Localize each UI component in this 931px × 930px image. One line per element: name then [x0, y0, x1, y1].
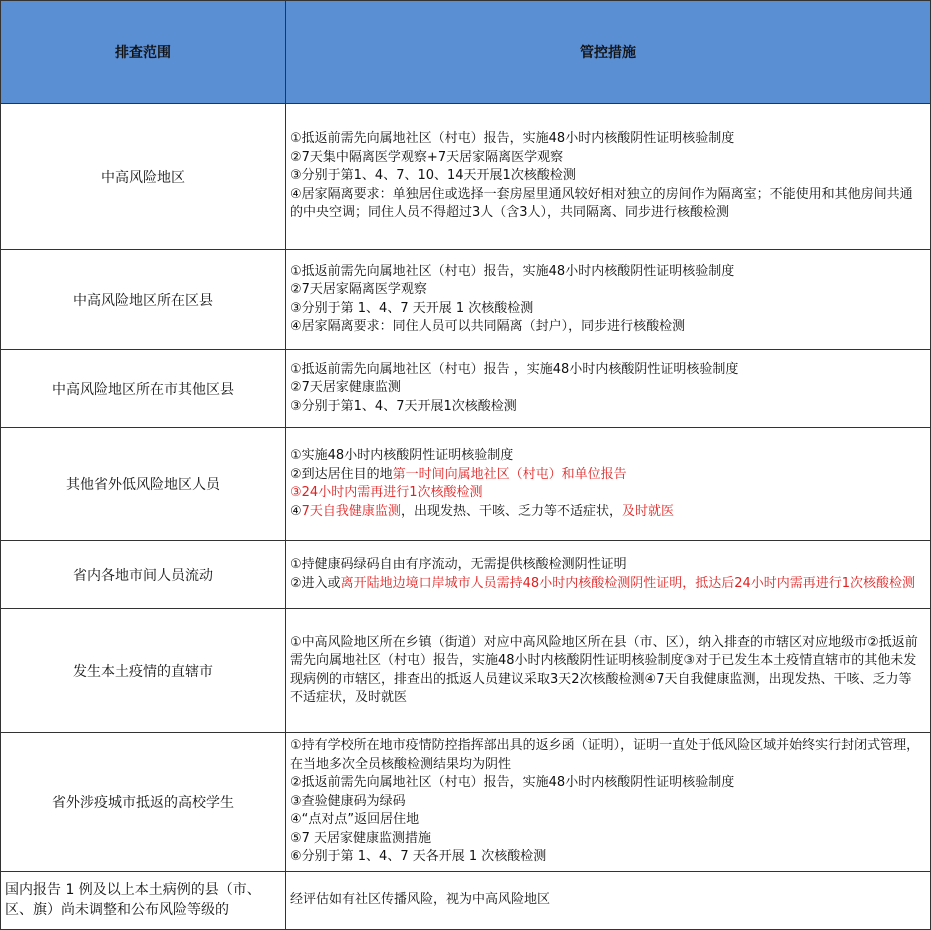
- measure-text: ①实施48小时内核酸阴性证明核验制度: [290, 448, 514, 463]
- measure-line: [290, 186, 924, 223]
- highlighted-text: 及时就医: [621, 503, 674, 519]
- measure-line: [290, 774, 924, 793]
- measure-text: ①抵返前需先向属地社区（村屯）报告，实施48小时内核酸阴性证明核验制度: [290, 263, 735, 279]
- measure-line: [290, 130, 924, 149]
- measure-line: [290, 466, 924, 485]
- measure-line: [290, 281, 924, 300]
- measures-cell: [286, 541, 931, 609]
- highlighted-text: ③24小时内需再进行1次核酸检测: [290, 485, 483, 500]
- scope-cell: 国内报告 1 例及以上本土病例的县（市、区、旗）尚未调整和公布风险等级的: [1, 871, 286, 929]
- measure-text: ②到达居住目的地: [290, 466, 393, 482]
- scope-cell: 中高风险地区所在区县: [1, 250, 286, 350]
- measure-line: [290, 318, 924, 337]
- measures-cell: [286, 609, 931, 733]
- measures-cell: [286, 428, 931, 541]
- measure-line: [290, 830, 924, 849]
- scope-cell: 省外涉疫城市抵返的高校学生: [1, 733, 286, 872]
- table-row: [1, 428, 931, 541]
- measure-text: ，出现发热、干咳、乏力等不适症状，: [400, 503, 622, 519]
- measure-line: [290, 503, 924, 522]
- measure-text: ②7天集中隔离医学观察+7天居家隔离医学观察: [290, 149, 564, 165]
- measure-line: [290, 149, 924, 168]
- measure-text: ④“点对点”返回居住地: [290, 812, 420, 827]
- measure-line: [290, 891, 924, 910]
- measure-line: [290, 167, 924, 186]
- measure-text: ③分别于第1、4、7、10、14天开展1次核酸检测: [290, 168, 576, 184]
- measure-text: ②7天居家隔离医学观察: [290, 282, 427, 297]
- measures-cell: [286, 104, 931, 250]
- measure-line: [290, 300, 924, 319]
- measure-line: [290, 263, 924, 282]
- measure-text: ④居家隔离要求：单独居住或选择一套房屋里通风较好相对独立的房间作为隔离室；不能使用和其他房间共通的中央空调；同住人员不得超过3人（含3人），共同隔离、同步进行核酸检测: [290, 186, 913, 221]
- measures-cell: [286, 733, 931, 872]
- measure-line: [290, 811, 924, 830]
- highlighted-text: 离开陆地边境口岸城市人员需持48小时内核酸检测阴性证明，抵达后24小时内需再进行1次核酸检测: [340, 575, 916, 591]
- scope-cell: 其他省外低风险地区人员: [1, 428, 286, 541]
- measure-line: [290, 447, 924, 466]
- measure-text: ⑤7 天居家健康监测措施: [290, 830, 432, 846]
- header-scope: 排查范围: [1, 1, 286, 104]
- table-body: [1, 104, 931, 930]
- measure-line: [290, 484, 924, 503]
- measure-text: 经评估如有社区传播风险，视为中高风险地区: [290, 891, 551, 907]
- measure-text: ①抵返前需先向属地社区（村屯）报告，实施48小时内核酸阴性证明核验制度: [290, 131, 735, 147]
- measure-line: [290, 848, 924, 867]
- header-measures: 管控措施: [286, 1, 931, 104]
- measure-text: ①抵返前需先向属地社区（村屯）报告 ，实施48小时内核酸阴性证明核验制度: [290, 361, 739, 377]
- measure-text: ④: [290, 503, 302, 519]
- measure-text: ②7天居家健康监测: [290, 380, 401, 396]
- measures-cell: [286, 871, 931, 929]
- measure-text: ①持有学校所在地市疫情防控指挥部出具的返乡函（证明），证明一直处于低风险区域并始终实行封闭式管理，在当地多次全员核酸检测结果均为阴性: [290, 738, 920, 772]
- measure-text: ②抵返前需先向属地社区（村屯）报告，实施48小时内核酸阴性证明核验制度: [290, 775, 735, 790]
- table-row: [1, 733, 931, 872]
- measure-text: ④居家隔离要求：同住人员可以共同隔离（封户），同步进行核酸检测: [290, 319, 686, 334]
- table-row: [1, 871, 931, 929]
- measures-cell: [286, 250, 931, 350]
- measure-line: [290, 737, 924, 774]
- scope-cell: 中高风险地区: [1, 104, 286, 250]
- header-row: [1, 1, 931, 104]
- table-row: [1, 541, 931, 609]
- measure-text: ③查验健康码为绿码: [290, 793, 406, 809]
- table-row: [1, 350, 931, 428]
- measure-line: [290, 634, 924, 708]
- table-row: [1, 104, 931, 250]
- measure-line: [290, 575, 924, 594]
- measure-text: ③分别于第 1、4、7 天开展 1 次核酸检测: [290, 300, 534, 316]
- measure-line: [290, 793, 924, 812]
- scope-cell: 中高风险地区所在市其他区县: [1, 350, 286, 428]
- highlighted-text: 第一时间向属地社区（村屯）和单位报告: [392, 466, 627, 482]
- measure-line: [290, 398, 924, 417]
- measure-text: ⑥分别于第 1、4、7 天各开展 1 次核酸检测: [290, 849, 547, 864]
- scope-cell: 发生本土疫情的直辖市: [1, 609, 286, 733]
- measure-text: ③分别于第1、4、7天开展1次核酸检测: [290, 398, 517, 414]
- measure-line: [290, 361, 924, 380]
- highlighted-text: 7天自我健康监测: [301, 503, 401, 519]
- measures-cell: [286, 350, 931, 428]
- measure-text: ①持健康码绿码自由有序流动，无需提供核酸检测阴性证明: [290, 557, 627, 572]
- measure-text: ①中高风险地区所在乡镇（街道）对应中高风险地区所在县（市、区），纳入排查的市辖区对应地级市②抵返前需先向属地社区（村屯）报告，实施48小时内核酸阴性证明核验制度③对于已发生本土疫情直辖市的其他未发现病例的市辖区，排查出的抵返人员建议采取3天2次核酸检测④7天自我健康监测，出现发热、干咳、乏力等不适症状，及时就医: [290, 634, 918, 705]
- scope-cell: 省内各地市间人员流动: [1, 541, 286, 609]
- measure-line: [290, 556, 924, 575]
- measure-text: ②进入或: [290, 575, 341, 591]
- measure-line: [290, 379, 924, 398]
- table-row: [1, 609, 931, 733]
- table-row: [1, 250, 931, 350]
